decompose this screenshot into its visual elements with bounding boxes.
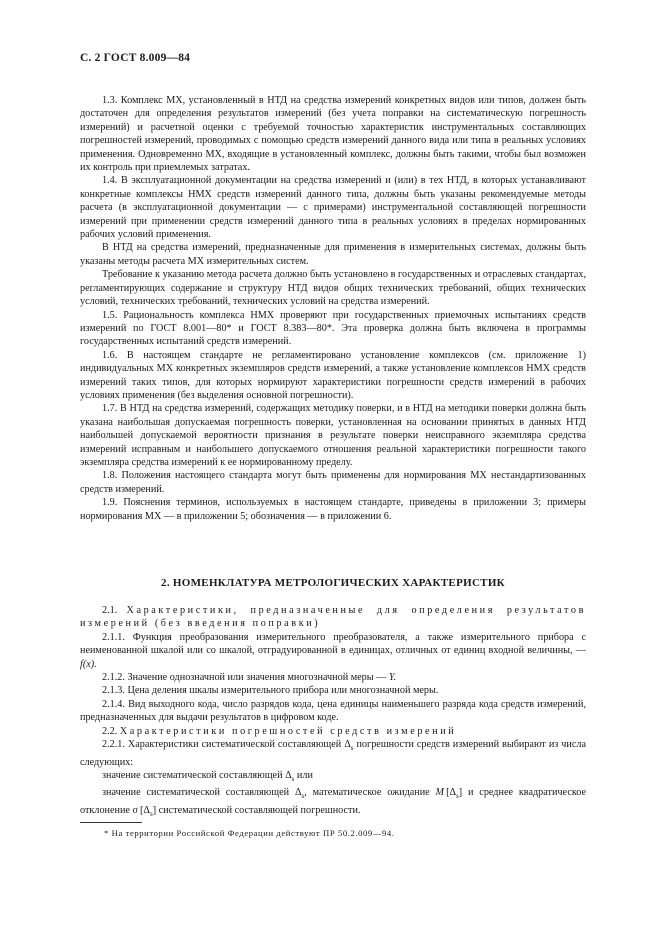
item-1-text: значение систематической составляющей [102, 769, 283, 781]
paragraph-1-4: 1.4. В эксплуатационной документации на средства измерений и (или) в тех НТД, в которых устанавливают конкретные комплексы НМХ средств измерений данного типа, должны быть указаны рекомендуемые методы расчета (в эксплуатационной документации — с примерами) инструментальной составляющей погрешности измерений при применении средств измерений данного типа в реальных условиях в пределах нормированных рабочих условий применения. [80, 175, 586, 241]
paragraph-2-1 [80, 604, 586, 631]
paragraph-2-2-heading: Характеристики погрешностей средств измерений [119, 725, 457, 737]
paragraph-1-5: 1.5. Рациональность комплекса НМХ проверяют при государственных приемочных испытаниях средств измерений по ГОСТ 8.001—80* и ГОСТ 8.383—80*. Эта проверка должна быть включена в программы государственных испытаний средств измерений. [80, 309, 586, 348]
footnote: * На территории Российской Федерации действуют ПР 50.2.009—94. [104, 828, 395, 838]
paragraph-2-2-1-text-a: 2.2.1. Характеристики систематической составляющей [102, 739, 342, 751]
paragraph-1-4-requirement: Требование к указанию метода расчета должно быть установлено в государственных и отраслевых стандартах, регламентирующих содержание и структуру НТД видов общих технических требований, общих технических условий, технических требований, технических условий на средства измерений. [80, 269, 586, 308]
paragraph-2-1-number: 2.1. [102, 605, 118, 616]
paragraph-2-2-1-text-b: погрешности средств измерений выбирают из числа следующих: [80, 739, 586, 768]
paragraph-1-8: 1.8. Положения настоящего стандарта могут быть применены для нормирования МХ нестандартизованных средств измерений. [80, 470, 586, 495]
item-1-end: или [296, 769, 313, 781]
page-header: С. 2 ГОСТ 8.009—84 [80, 52, 191, 64]
paragraph-1-4-systems: В НТД на средства измерений, предназначенные для применения в измерительных системах, должны быть указаны методы расчета МХ измерительных систем. [80, 242, 586, 267]
paragraph-2-1-4: 2.1.4. Вид выходного кода, число разрядов кода, цена единицы наименьшего разряда кода средств измерений, предназначенных для выдачи результатов в цифровом коде. [80, 698, 586, 724]
paragraph-2-1-heading: Характеристики, предназначенные для определения результатов измерений (без введения поправки) [80, 605, 587, 630]
paragraph-2-1-1 [80, 631, 586, 671]
paragraph-1-7: 1.7. В НТД на средства измерений, содержащих методику поверки, и в НТД на методики поверки должна быть указана наибольшая допускаемая погрешность поверки, установленная на основании принятых в данных НТД наибольшей допускаемой вероятности признания в результате поверки неисправного экземпляра средства измерений исправным и наибольшего допускаемого отношения реальной характеристики погрешности такого экземпляра средства измерений к ее нормированному пределу. [80, 403, 586, 468]
section-2-title: 2. НОМЕНКЛАТУРА МЕТРОЛОГИЧЕСКИХ ХАРАКТЕРИСТИК [161, 577, 505, 589]
paragraph-1-9: 1.9. Пояснения терминов, используемых в настоящем стандарте, приведены в приложении 3; примеры нормирования МХ — в приложении 5; обозначения — в приложении 6. [80, 497, 586, 522]
paragraph-2-2 [80, 725, 586, 738]
footnote-divider [80, 822, 142, 823]
paragraph-2-1-2-text: 2.1.2. Значение однозначной или значения многозначной меры — [102, 672, 387, 684]
paragraph-2-2-1-item-1: значение систематической составляющей $\Delta_s$ или [102, 769, 313, 783]
paragraph-2-2-number: 2.2. [102, 725, 118, 737]
section-2-body [80, 604, 586, 821]
paragraph-2-1-2 [80, 671, 586, 684]
paragraph-2-2-1: 2.2.1. Характеристики систематической составляющей $\Delta_s$ погрешности средств измерений выбирают из числа следующих: [80, 739, 586, 768]
item-2-text-b: , математическое ожидание [304, 787, 430, 799]
section-1-body [80, 94, 586, 523]
paragraph-2-1-3: 2.1.3. Цена деления шкалы измерительного прибора или многозначной меры. [102, 685, 439, 697]
item-2-text-a: значение систематической составляющей [102, 787, 290, 799]
paragraph-2-2-1-item-2: значение систематической составляющей $\Delta_s$, математическое ожидание M $[\Delta_s]$ и среднее квадратическое отклонение σ $[\Delta_s]$ систематической составляющей погрешности. [80, 787, 587, 818]
item-2-text-c: и среднее квадратическое отклонение [80, 787, 587, 816]
paragraph-2-1-1-text: 2.1.1. Функция преобразования измерительного преобразователя, а также измерительного прибора с неименованной шкалой или со шкалой, отградуированной в единицах, отличных от единиц входной величины, — [80, 631, 586, 657]
paragraph-1-6: 1.6. В настоящем стандарте не регламентировано установление комплексов (см. приложение 1) индивидуальных МХ конкретных экземпляров средств измерений, а также установление комплексов НМХ средств измерений таких типов, для которых нормируют характеристики погрешности средств измерений в рабочих условиях применения (без выделения основной погрешности). [80, 349, 586, 401]
item-2-text-d: систематической составляющей погрешности. [158, 804, 361, 816]
measure-value-symbol: Y. [388, 672, 397, 684]
paragraph-1-3: 1.3. Комплекс МХ, установленный в НТД на средства измерений конкретных видов или типов, должен быть достаточен для определения результатов измерений (без учета поправки на систематическую погрешность измерений) и расчетной оценки с требуемой точностью характеристик инструментальных составляющих погрешностей измерений, проводимых с помощью средств измерений данного вида или типа в реальных условиях применения. Одновременно МХ, входящие в установленный комплекс, должны быть такими, чтобы был возможен их контроль при приемлемых затратах. [80, 95, 586, 174]
conversion-function-formula: f(x). [80, 658, 97, 670]
